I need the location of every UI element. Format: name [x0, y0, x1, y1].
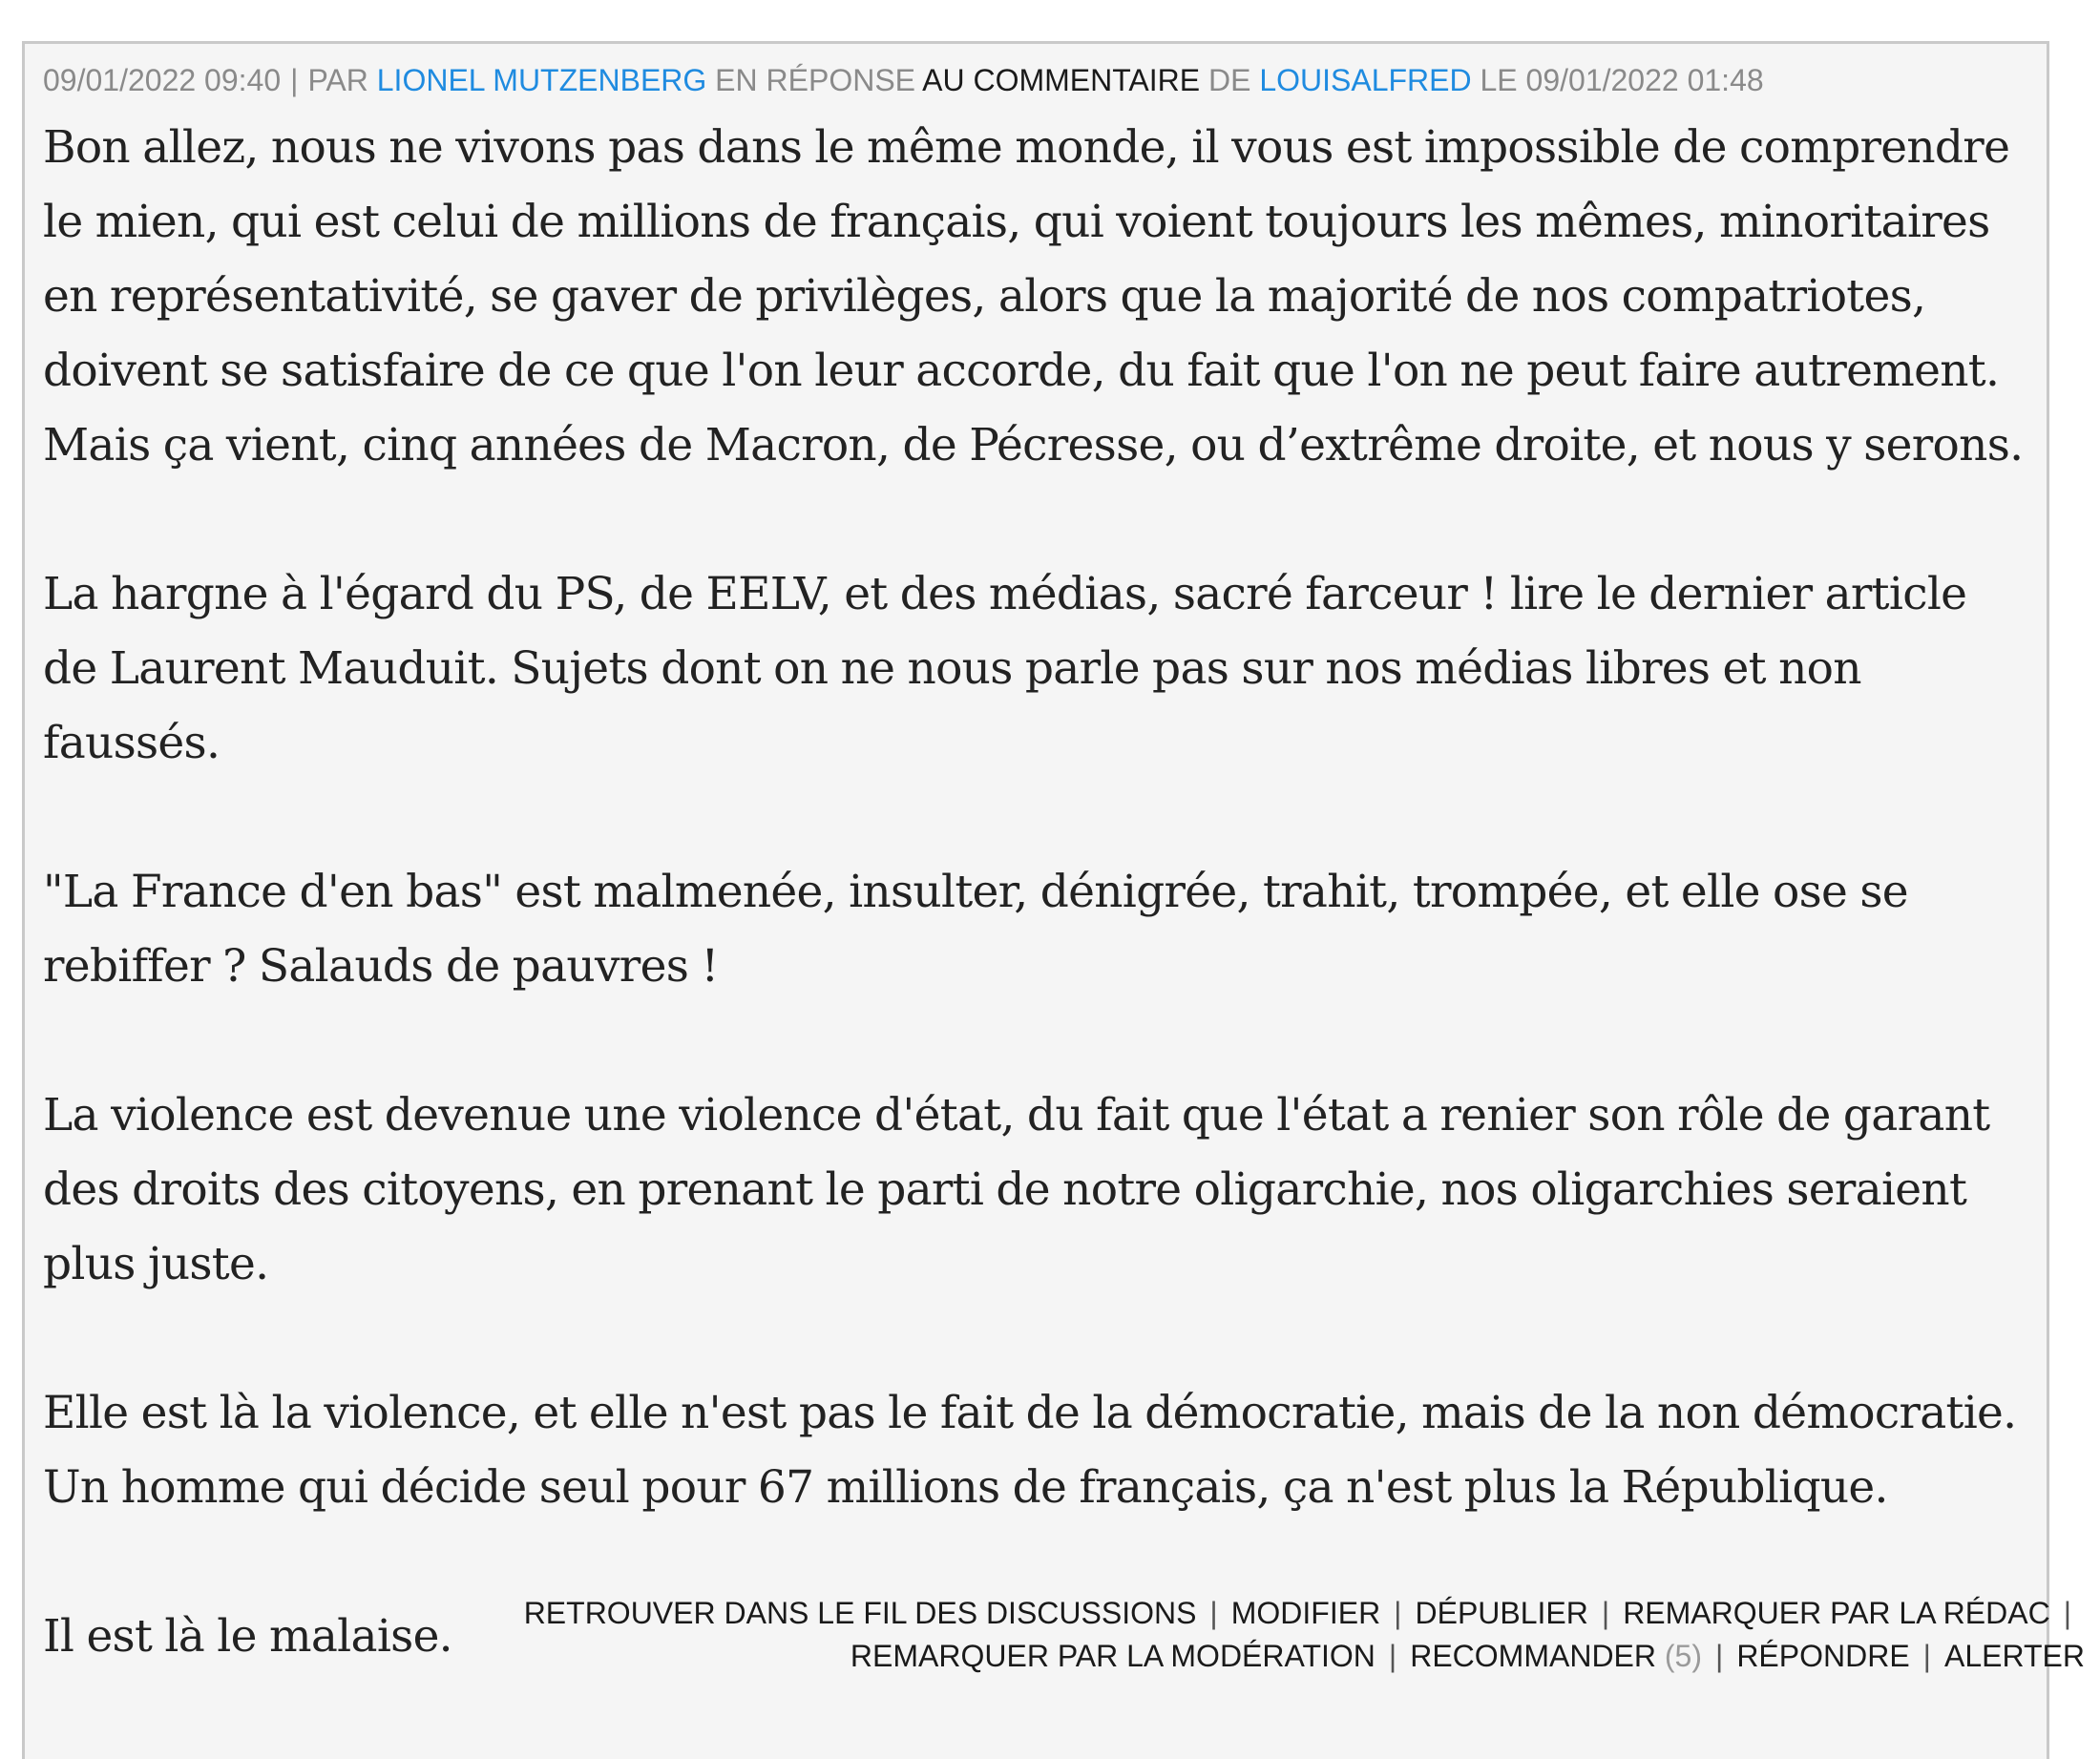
unpublish-link[interactable]: DÉPUBLIER	[1415, 1596, 1588, 1630]
reply-label: EN RÉPONSE	[715, 63, 915, 97]
recommend-count: (5)	[1664, 1639, 1702, 1673]
comment-paragraph: La violence est devenue une violence d'état, du fait que l'état a renier son rôle de garant des droits des citoyens, en prenant le parti de notre oligarchie, nos oligarchies seraient plus juste.	[43, 1089, 1990, 1290]
comment-paragraph: Bon allez, nous ne vivons pas dans le même monde, il vous est impossible de comprendre le mien, qui est celui de millions de français, qui voient toujours les mêmes, minoritaires en représentativité, se gaver de privilèges, alors que la majorité de nos compatriotes, doivent se satisfaire de ce que l'on leur accorde, du fait que l'on ne peut faire autrement. Mais ça vient, cinq années de Macron, de Pécresse, ou d’extrême droite, et nous y serons.	[43, 121, 2024, 471]
recommend-link[interactable]	[1410, 1639, 1702, 1673]
feature-redac-link[interactable]: REMARQUER PAR LA RÉDAC	[1623, 1596, 2050, 1630]
action-separator: |	[1715, 1639, 1724, 1673]
action-separator: |	[2063, 1596, 2071, 1630]
comment-body	[43, 111, 2028, 1674]
parent-comment-link[interactable]: AU COMMENTAIRE	[922, 63, 1201, 97]
comment-card	[22, 41, 2049, 1759]
find-in-thread-link[interactable]: RETROUVER DANS LE FIL DES DISCUSSIONS	[523, 1596, 1197, 1630]
comment-actions	[271, 1592, 2085, 1678]
edit-link[interactable]: MODIFIER	[1230, 1596, 1381, 1630]
action-separator: |	[1394, 1596, 1402, 1630]
feature-moderation-link[interactable]: REMARQUER PAR LA MODÉRATION	[850, 1639, 1376, 1673]
comment-date: 09/01/2022 09:40	[43, 63, 282, 97]
comment-meta	[43, 61, 2028, 99]
meta-separator: |	[290, 63, 299, 97]
comment-paragraph: Elle est là la violence, et elle n'est pas le fait de la démocratie, mais de la non démocratie. Un homme qui décide seul pour 67 millions de français, ça n'est plus la République.	[43, 1387, 2017, 1514]
recommend-label: RECOMMANDER	[1410, 1639, 1656, 1673]
parent-comment-date: 09/01/2022 01:48	[1525, 63, 1764, 97]
author-link[interactable]: LIONEL MUTZENBERG	[376, 63, 707, 97]
of-label: DE	[1208, 63, 1251, 97]
action-separator: |	[1209, 1596, 1218, 1630]
comment-paragraph: La hargne à l'égard du PS, de EELV, et des médias, sacré farceur ! lire le dernier article de Laurent Mauduit. Sujets dont on ne nous parle pas sur nos médias libres et non faussés.	[43, 568, 1967, 769]
parent-author-link[interactable]: LOUISALFRED	[1259, 63, 1472, 97]
on-label: LE	[1480, 63, 1518, 97]
action-separator: |	[1388, 1639, 1397, 1673]
action-separator: |	[1922, 1639, 1931, 1673]
comment-paragraph: "La France d'en bas" est malmenée, insulter, dénigrée, trahit, trompée, et elle ose se rebiffer ? Salauds de pauvres !	[43, 866, 1908, 993]
action-separator: |	[1601, 1596, 1610, 1630]
by-label: PAR	[307, 63, 368, 97]
report-link[interactable]: ALERTER	[1943, 1639, 2085, 1673]
comment-paragraph: Il est là le malaise.	[43, 1610, 452, 1663]
reply-link[interactable]: RÉPONDRE	[1736, 1639, 1910, 1673]
